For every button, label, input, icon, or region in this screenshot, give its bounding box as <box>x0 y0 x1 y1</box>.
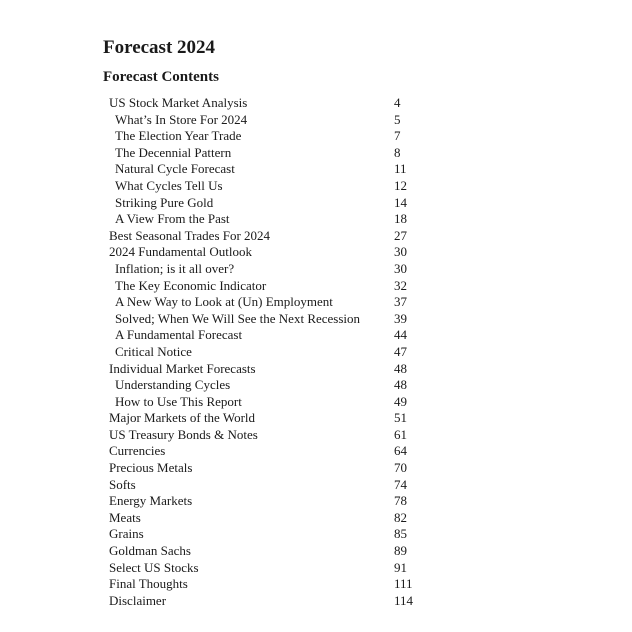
toc-entry <box>109 195 439 212</box>
toc-entry <box>109 244 439 261</box>
toc-entry-page-number: 61 <box>394 426 407 442</box>
toc-entry-title: The Decennial Pattern <box>115 144 232 160</box>
toc-entry-title: Meats <box>109 509 141 525</box>
toc-entry <box>109 211 439 228</box>
toc-entry-page-number: 111 <box>394 576 413 592</box>
toc-entry-page-number: 47 <box>394 343 407 359</box>
toc-entry-title: Disclaimer <box>109 592 167 608</box>
toc-entry <box>109 493 439 510</box>
toc-entry <box>109 510 439 527</box>
toc-entry <box>109 427 439 444</box>
toc-entry <box>109 294 439 311</box>
toc-entry-title: US Stock Market Analysis <box>109 95 248 110</box>
toc-entry <box>109 477 439 494</box>
toc-entry-title: A View From the Past <box>115 211 230 227</box>
toc-entry-title: The Key Economic Indicator <box>115 277 267 293</box>
toc-entry-title: Individual Market Forecasts <box>109 360 256 376</box>
toc-entry-page-number: 64 <box>394 443 407 459</box>
document-title: Forecast 2024 <box>103 37 216 58</box>
toc-entry <box>109 593 439 610</box>
toc-entry-page-number: 11 <box>394 161 407 177</box>
toc-entry <box>109 344 439 361</box>
toc-entry-title: Critical Notice <box>115 343 192 359</box>
toc-entry-title: Grains <box>109 526 144 542</box>
toc-entry <box>109 228 439 245</box>
toc-entry <box>109 311 439 328</box>
toc-entry <box>109 178 439 195</box>
toc-entry-title: The Election Year Trade <box>115 128 242 144</box>
toc-entry-page-number: 70 <box>394 460 407 476</box>
toc-entry-page-number: 78 <box>394 493 407 509</box>
toc-entry <box>109 95 439 112</box>
toc-entry-page-number: 51 <box>394 410 407 426</box>
toc-entry-title: Select US Stocks <box>109 559 199 575</box>
toc-entry-page-number: 74 <box>394 476 407 492</box>
toc-entry-title: Striking Pure Gold <box>115 194 214 210</box>
toc-entry-title: Natural Cycle Forecast <box>115 161 235 177</box>
toc-entry-title: Final Thoughts <box>109 576 188 592</box>
toc-entry-page-number: 18 <box>394 211 407 227</box>
toc-entry-title: Understanding Cycles <box>115 377 231 393</box>
toc-entry <box>109 327 439 344</box>
toc-entry-page-number: 5 <box>394 111 401 127</box>
contents-heading: Forecast Contents <box>103 69 219 85</box>
toc-entry <box>109 261 439 278</box>
toc-entry <box>109 543 439 560</box>
toc-entry-title: Solved; When We Will See the Next Recession <box>115 310 361 326</box>
toc-entry-page-number: 39 <box>394 310 407 326</box>
toc-entry-page-number: 30 <box>394 260 407 276</box>
toc-entry-title: Major Markets of the World <box>109 410 256 426</box>
toc-entry-page-number: 85 <box>394 526 407 542</box>
toc-entry-title: Precious Metals <box>109 460 193 476</box>
toc-entry <box>109 145 439 162</box>
toc-entry-page-number: 4 <box>394 95 401 110</box>
toc-entry-page-number: 49 <box>394 393 407 409</box>
toc-entry-title: A Fundamental Forecast <box>115 327 243 343</box>
toc-entry <box>109 560 439 577</box>
toc-entry-page-number: 82 <box>394 509 407 525</box>
toc-entry-page-number: 7 <box>394 128 401 144</box>
toc-entry-title: Softs <box>109 476 136 492</box>
toc-entry-page-number: 48 <box>394 360 407 376</box>
toc-entry <box>109 377 439 394</box>
toc-entry-title: A New Way to Look at (Un) Employment <box>115 294 333 310</box>
toc-entry <box>109 161 439 178</box>
toc-entry-title: Currencies <box>109 443 166 459</box>
toc-entry-page-number: 27 <box>394 227 407 243</box>
toc-entry <box>109 394 439 411</box>
toc-entry <box>109 361 439 378</box>
toc-entry <box>109 460 439 477</box>
toc-entry-page-number: 114 <box>394 592 414 608</box>
toc-entry-title: 2024 Fundamental Outlook <box>109 244 252 260</box>
toc-entry-page-number: 89 <box>394 543 407 559</box>
toc-entry <box>109 576 439 593</box>
toc-entry-page-number: 8 <box>394 144 401 160</box>
toc-entry <box>109 112 439 129</box>
toc-entry-title: Energy Markets <box>109 493 193 509</box>
toc-entry-page-number: 44 <box>394 327 407 343</box>
toc-entry-page-number: 91 <box>394 559 407 575</box>
toc-entry <box>109 443 439 460</box>
toc-entry <box>109 410 439 427</box>
toc-entry-page-number: 48 <box>394 377 407 393</box>
toc-entry-title: Goldman Sachs <box>109 543 191 559</box>
toc-entry-page-number: 30 <box>394 244 407 260</box>
toc-entry-title: What Cycles Tell Us <box>115 177 223 193</box>
toc-entry-title: What’s In Store For 2024 <box>115 111 248 127</box>
toc-entry-page-number: 12 <box>394 177 407 193</box>
toc-entry-title: Best Seasonal Trades For 2024 <box>109 227 271 243</box>
toc-entry <box>109 128 439 145</box>
toc-entry-page-number: 37 <box>394 294 407 310</box>
toc-entry <box>109 278 439 295</box>
table-of-contents <box>109 95 439 609</box>
toc-entry-title: How to Use This Report <box>115 393 242 409</box>
toc-entry-title: Inflation; is it all over? <box>115 260 235 276</box>
toc-entry <box>109 526 439 543</box>
toc-entry-title: US Treasury Bonds & Notes <box>109 426 258 442</box>
toc-entry-page-number: 14 <box>394 194 407 210</box>
toc-entry-page-number: 32 <box>394 277 407 293</box>
